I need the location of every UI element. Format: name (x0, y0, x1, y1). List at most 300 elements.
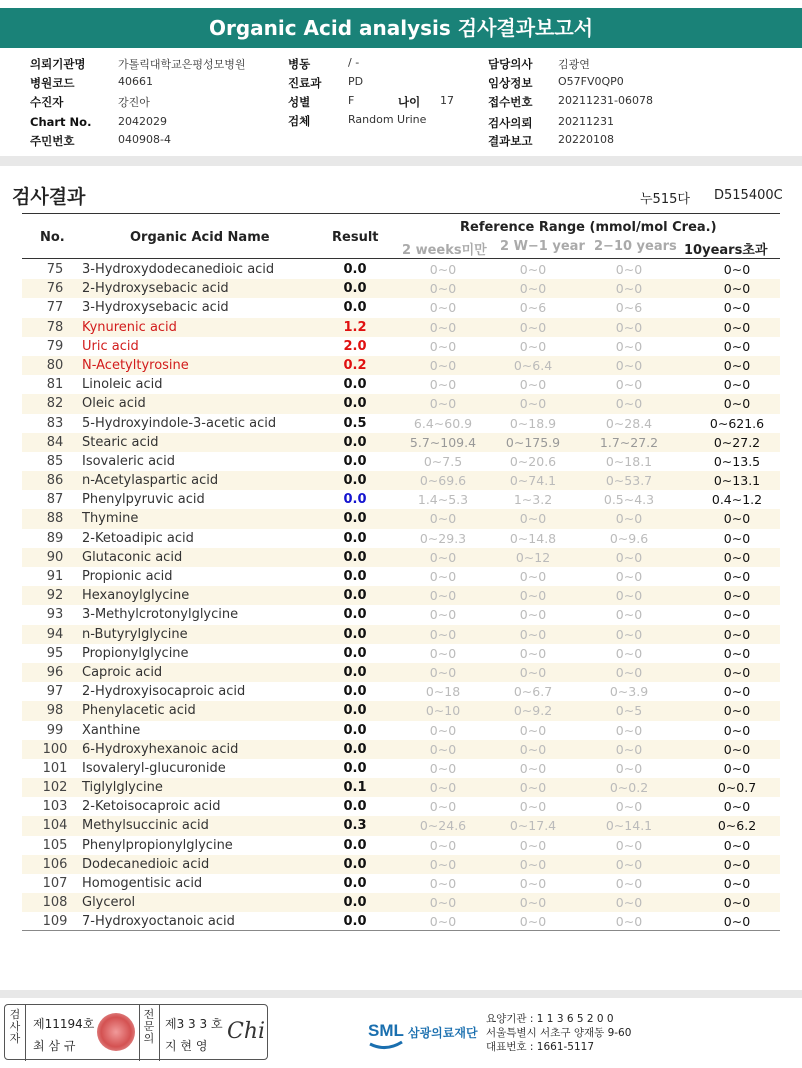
result-value: 1.2 (343, 319, 367, 335)
table-row (22, 433, 780, 452)
row-number: 108 (42, 895, 68, 911)
range-10y-plus: 0∼0 (723, 837, 751, 853)
acid-name: Xanthine (82, 722, 141, 738)
header-range-3: 2−10 years (594, 239, 677, 254)
row-number: 76 (46, 281, 64, 297)
range-2-weeks: 0∼0 (429, 895, 457, 911)
report-label: 결과보고 (488, 134, 533, 148)
result-value: 0.2 (343, 357, 367, 373)
range-2w-1y: 0∼175.9 (505, 434, 561, 450)
acid-name: 3-Hydroxysebacic acid (82, 300, 229, 316)
acid-name: Phenylacetic acid (82, 703, 196, 719)
range-10y-plus: 0.4∼1.2 (711, 492, 763, 508)
specialist-name: 지 현 영 (165, 1039, 208, 1053)
result-value: 0.0 (343, 607, 367, 623)
result-value: 0.0 (343, 626, 367, 642)
range-2w-1y: 0∼9.2 (513, 703, 553, 719)
range-2-weeks: 0∼0 (429, 799, 457, 815)
range-2w-1y: 0∼0 (519, 281, 547, 297)
range-10y-plus: 0∼0.7 (717, 780, 757, 796)
range-10y-plus: 0∼0 (723, 664, 751, 680)
patient-label: 수진자 (30, 95, 64, 109)
range-10y-plus: 0∼6.2 (717, 818, 757, 834)
row-number: 89 (46, 530, 64, 546)
row-number: 106 (42, 856, 68, 872)
row-number: 79 (46, 338, 64, 354)
acid-name: Propionic acid (82, 569, 173, 584)
range-2-10y: 0∼0 (615, 895, 643, 911)
range-2-weeks: 1.4∼5.3 (417, 492, 469, 508)
range-2w-1y: 0∼6 (519, 300, 547, 316)
acid-name: 3-Methylcrotonylglycine (82, 607, 239, 623)
table-row (22, 721, 780, 740)
row-number: 94 (46, 626, 64, 642)
table-row (22, 663, 780, 682)
receipt-label: 접수번호 (488, 95, 533, 109)
range-2w-1y: 0∼20.6 (509, 453, 557, 469)
range-10y-plus: 0∼0 (723, 895, 751, 911)
range-2-weeks: 0∼0 (429, 914, 457, 930)
seal-stamp (97, 1013, 135, 1051)
range-10y-plus: 0∼0 (723, 281, 751, 297)
header-range-2: 2 W−1 year (500, 239, 585, 254)
row-number: 98 (46, 703, 64, 719)
range-2-10y: 0∼0 (615, 569, 643, 584)
range-2-weeks: 0∼7.5 (423, 453, 463, 469)
range-2-weeks: 0∼18 (425, 684, 461, 700)
acid-name: Tiglylglycine (82, 780, 163, 796)
range-2-weeks: 0∼0 (429, 760, 457, 776)
result-table (22, 260, 780, 932)
range-2w-1y: 0∼0 (519, 588, 547, 604)
acid-name: 5-Hydroxyindole-3-acetic acid (82, 415, 277, 431)
acid-name: n-Acetylaspartic acid (82, 473, 219, 489)
range-10y-plus: 0∼0 (723, 357, 751, 373)
specimen-value: Random Urine (348, 113, 427, 126)
range-2-10y: 0∼0 (615, 396, 643, 412)
request-label: 검사의뢰 (488, 116, 533, 130)
result-value: 0.3 (343, 818, 367, 834)
doctor-label: 담당의사 (488, 57, 533, 71)
signature-box (4, 1004, 268, 1060)
result-value: 0.0 (343, 530, 367, 546)
range-2w-1y: 0∼0 (519, 837, 547, 853)
acid-name: Dodecanedioic acid (82, 856, 210, 872)
header-range-1: 2 weeks미만 (402, 243, 487, 258)
test-id: D515400C (714, 188, 783, 203)
row-number: 103 (42, 799, 68, 815)
acid-name: Isovaleric acid (82, 453, 176, 469)
acid-name: Oleic acid (82, 396, 146, 412)
table-row (22, 740, 780, 759)
result-value: 0.0 (343, 434, 367, 450)
dept-label: 진료과 (288, 76, 322, 90)
table-row (22, 874, 780, 893)
table-row (22, 567, 780, 586)
table-row (22, 260, 780, 279)
range-2-weeks: 0∼0 (429, 338, 457, 354)
range-2w-1y: 0∼6.4 (513, 357, 553, 373)
header-no: No. (40, 230, 65, 245)
range-2-10y: 0∼53.7 (605, 473, 653, 489)
range-10y-plus: 0∼0 (723, 396, 751, 412)
range-10y-plus: 0∼0 (723, 799, 751, 815)
result-value: 0.0 (343, 664, 367, 680)
result-value: 0.0 (343, 396, 367, 412)
result-value: 0.0 (343, 876, 367, 891)
range-2-weeks: 0∼0 (429, 837, 457, 853)
table-row (22, 701, 780, 720)
range-10y-plus: 0∼0 (723, 741, 751, 757)
range-2-weeks: 0∼0 (429, 645, 457, 661)
table-row (22, 548, 780, 567)
specimen-label: 검체 (288, 114, 311, 128)
sex-label: 성별 (288, 95, 311, 109)
range-10y-plus: 0∼0 (723, 645, 751, 661)
range-10y-plus: 0∼0 (723, 588, 751, 604)
range-2-weeks: 0∼0 (429, 511, 457, 527)
table-row (22, 509, 780, 528)
clinical-value: O57FV0QP0 (558, 75, 624, 88)
rrn-value: 040908-4 (118, 133, 171, 146)
table-row (22, 893, 780, 912)
code-value: 40661 (118, 75, 153, 88)
range-2w-1y: 0∼14.8 (509, 530, 557, 546)
sml-logo-icon (366, 1014, 406, 1050)
result-value: 0.0 (343, 588, 367, 604)
patient-info (30, 56, 790, 151)
hospital-label: 의뢰기관명 (30, 57, 86, 71)
range-10y-plus: 0∼0 (723, 760, 751, 776)
result-value: 0.0 (343, 684, 367, 700)
dept-value: PD (348, 75, 364, 88)
code-label: 병원코드 (30, 76, 75, 90)
row-number: 78 (46, 319, 64, 335)
specialist-license: 제3 3 3 호 (165, 1017, 223, 1031)
row-number: 90 (46, 549, 64, 565)
range-10y-plus: 0∼0 (723, 914, 751, 930)
table-row (22, 644, 780, 663)
tester-label: 검사자 (9, 1008, 21, 1045)
range-2w-1y: 0∼0 (519, 876, 547, 891)
range-10y-plus: 0∼621.6 (709, 415, 765, 431)
range-2-10y: 1.7∼27.2 (599, 434, 659, 450)
patient-value: 강진아 (118, 96, 150, 109)
range-2-10y: 0∼0 (615, 722, 643, 738)
result-value: 0.0 (343, 799, 367, 815)
row-number: 97 (46, 684, 64, 700)
acid-name: Propionylglycine (82, 645, 189, 661)
logo-text: SML (368, 1021, 404, 1040)
row-number: 96 (46, 664, 64, 680)
test-code: 누515다 (640, 192, 690, 207)
table-row (22, 912, 780, 931)
request-value: 20211231 (558, 115, 614, 128)
range-10y-plus: 0∼27.2 (713, 434, 761, 450)
lab-phone: 대표번호 : 1661-5117 (486, 1041, 595, 1053)
row-number: 107 (42, 876, 68, 891)
result-value: 0.0 (343, 895, 367, 911)
range-2-weeks: 0∼10 (425, 703, 461, 719)
range-2w-1y: 0∼0 (519, 741, 547, 757)
range-2-weeks: 0∼69.6 (419, 473, 467, 489)
row-number: 102 (42, 780, 68, 796)
range-2-weeks: 0∼0 (429, 357, 457, 373)
range-2w-1y: 1∼3.2 (513, 492, 553, 508)
sig-divider (25, 1005, 26, 1061)
range-2w-1y: 0∼74.1 (509, 473, 557, 489)
range-2-10y: 0∼0 (615, 856, 643, 872)
table-row (22, 471, 780, 490)
range-2-10y: 0∼0.2 (609, 780, 649, 796)
lab-code: 요양기관 : 1 1 3 6 5 2 0 0 (486, 1013, 614, 1025)
row-number: 99 (46, 722, 64, 738)
acid-name: Isovaleryl-glucuronide (82, 760, 226, 776)
range-2w-1y: 0∼0 (519, 799, 547, 815)
range-10y-plus: 0∼0 (723, 300, 751, 316)
hospital-value: 가톨릭대학교은평성모병원 (118, 58, 246, 71)
range-2-weeks: 0∼0 (429, 569, 457, 584)
range-2-weeks: 0∼24.6 (419, 818, 467, 834)
result-value: 0.0 (343, 377, 367, 393)
range-10y-plus: 0∼0 (723, 722, 751, 738)
row-number: 105 (42, 837, 68, 853)
range-2-10y: 0∼6 (615, 300, 643, 316)
table-row (22, 337, 780, 356)
range-2-weeks: 0∼0 (429, 262, 457, 277)
result-value: 0.5 (343, 415, 367, 431)
range-2-weeks: 0∼0 (429, 741, 457, 757)
range-2-weeks: 0∼0 (429, 876, 457, 891)
header-name: Organic Acid Name (130, 230, 270, 245)
range-2-10y: 0∼28.4 (605, 415, 653, 431)
table-row (22, 394, 780, 413)
acid-name: Phenylpyruvic acid (82, 492, 205, 508)
range-2w-1y: 0∼0 (519, 722, 547, 738)
table-row (22, 759, 780, 778)
row-number: 100 (42, 741, 68, 757)
acid-name: Linoleic acid (82, 377, 163, 393)
range-2w-1y: 0∼0 (519, 262, 547, 277)
row-number: 101 (42, 760, 68, 776)
sig-divider (139, 1005, 140, 1061)
range-2-weeks: 0∼29.3 (419, 530, 467, 546)
range-2-weeks: 0∼0 (429, 780, 457, 796)
row-number: 91 (46, 569, 64, 584)
range-2w-1y: 0∼18.9 (509, 415, 557, 431)
range-10y-plus: 0∼0 (723, 876, 751, 891)
age-value: 17 (440, 94, 454, 107)
range-2-weeks: 0∼0 (429, 300, 457, 316)
report-value: 20220108 (558, 133, 614, 146)
acid-name: Phenylpropionylglycine (82, 837, 233, 853)
range-2-10y: 0∼18.1 (605, 453, 653, 469)
table-row (22, 816, 780, 835)
result-value: 0.0 (343, 473, 367, 489)
acid-name: 2-Ketoadipic acid (82, 530, 194, 546)
range-2w-1y: 0∼0 (519, 664, 547, 680)
receipt-value: 20211231-06078 (558, 94, 653, 107)
range-2-weeks: 0∼0 (429, 626, 457, 642)
row-number: 109 (42, 914, 68, 930)
range-2w-1y: 0∼0 (519, 569, 547, 584)
result-value: 0.0 (343, 549, 367, 565)
result-value: 0.0 (343, 703, 367, 719)
range-2-10y: 0∼0 (615, 799, 643, 815)
range-2-10y: 0∼9.6 (609, 530, 649, 546)
row-number: 84 (46, 434, 64, 450)
range-10y-plus: 0∼0 (723, 856, 751, 872)
result-value: 0.0 (343, 492, 367, 508)
row-number: 88 (46, 511, 64, 527)
table-row (22, 318, 780, 337)
range-10y-plus: 0∼0 (723, 684, 751, 700)
acid-name: Stearic acid (82, 434, 159, 450)
result-value: 0.0 (343, 722, 367, 738)
acid-name: 2-Ketoisocaproic acid (82, 799, 221, 815)
range-2-weeks: 0∼0 (429, 549, 457, 565)
range-10y-plus: 0∼13.5 (713, 453, 761, 469)
range-2-10y: 0∼0 (615, 876, 643, 891)
range-2-10y: 0∼0 (615, 338, 643, 354)
result-value: 0.1 (343, 780, 367, 796)
range-2-10y: 0∼0 (615, 357, 643, 373)
range-10y-plus: 0∼0 (723, 569, 751, 584)
header-range-4: 10years초과 (684, 243, 768, 258)
acid-name: 3-Hydroxydodecanedioic acid (82, 262, 275, 277)
header-reference: Reference Range (mmol/mol Crea.) (460, 220, 717, 235)
acid-name: 2-Hydroxysebacic acid (82, 281, 229, 297)
range-2-weeks: 0∼0 (429, 856, 457, 872)
result-value: 0.0 (343, 281, 367, 297)
table-row (22, 778, 780, 797)
handwritten-signature: Chi (227, 1019, 266, 1044)
ward-label: 병동 (288, 57, 311, 71)
range-10y-plus: 0∼0 (723, 377, 751, 393)
acid-name: n-Butyrylglycine (82, 626, 188, 642)
row-number: 93 (46, 607, 64, 623)
divider-bar (0, 156, 802, 166)
range-2w-1y: 0∼0 (519, 377, 547, 393)
result-value: 0.0 (343, 760, 367, 776)
range-2-weeks: 0∼0 (429, 722, 457, 738)
result-value: 0.0 (343, 741, 367, 757)
range-10y-plus: 0∼0 (723, 703, 751, 719)
table-row (22, 797, 780, 816)
acid-name: 7-Hydroxyoctanoic acid (82, 914, 235, 930)
acid-name: Uric acid (82, 338, 139, 354)
table-row (22, 375, 780, 394)
acid-name: N-Acetyltyrosine (82, 357, 189, 373)
tester-license: 제11194호 (33, 1017, 95, 1031)
range-2-10y: 0∼3.9 (609, 684, 649, 700)
result-value: 0.0 (343, 645, 367, 661)
range-2w-1y: 0∼0 (519, 780, 547, 796)
range-2-10y: 0∼0 (615, 914, 643, 930)
table-row (22, 836, 780, 855)
range-2w-1y: 0∼6.7 (513, 684, 553, 700)
range-2-10y: 0∼0 (615, 741, 643, 757)
range-2-weeks: 0∼0 (429, 607, 457, 623)
result-value: 0.0 (343, 914, 367, 930)
table-row (22, 490, 780, 509)
range-2-10y: 0∼5 (615, 703, 643, 719)
range-10y-plus: 0∼0 (723, 607, 751, 623)
range-10y-plus: 0∼0 (723, 262, 751, 277)
row-number: 83 (46, 415, 64, 431)
range-2-weeks: 5.7∼109.4 (409, 434, 477, 450)
range-2-10y: 0∼0 (615, 607, 643, 623)
table-row (22, 682, 780, 701)
range-2-10y: 0∼0 (615, 377, 643, 393)
sig-divider (159, 1005, 160, 1061)
range-2-10y: 0∼0 (615, 511, 643, 527)
clinical-label: 임상정보 (488, 76, 533, 90)
range-2-10y: 0∼0 (615, 262, 643, 277)
range-10y-plus: 0∼0 (723, 511, 751, 527)
range-2-10y: 0∼14.1 (605, 818, 653, 834)
row-number: 95 (46, 645, 64, 661)
age-label: 나이 (398, 95, 421, 109)
tester-name: 최 삼 규 (33, 1039, 76, 1053)
doctor-value: 김광연 (558, 58, 590, 71)
range-2-10y: 0∼0 (615, 281, 643, 297)
range-2w-1y: 0∼0 (519, 626, 547, 642)
range-2w-1y: 0∼0 (519, 856, 547, 872)
table-row (22, 414, 780, 433)
row-number: 85 (46, 453, 64, 469)
range-2w-1y: 0∼17.4 (509, 818, 557, 834)
row-number: 92 (46, 588, 64, 604)
result-value: 0.0 (343, 856, 367, 872)
range-2w-1y: 0∼0 (519, 914, 547, 930)
range-2-weeks: 0∼0 (429, 377, 457, 393)
acid-name: 6-Hydroxyhexanoic acid (82, 741, 239, 757)
table-row (22, 625, 780, 644)
result-value: 0.0 (343, 262, 367, 277)
range-2-10y: 0∼0 (615, 645, 643, 661)
acid-name: Methylsuccinic acid (82, 818, 209, 834)
result-value: 2.0 (343, 338, 367, 354)
range-2-10y: 0∼0 (615, 760, 643, 776)
row-number: 77 (46, 300, 64, 316)
acid-name: Caproic acid (82, 664, 163, 680)
result-value: 0.0 (343, 837, 367, 853)
lab-info (486, 1012, 631, 1054)
table-row (22, 452, 780, 471)
section-title: 검사결과 (12, 186, 86, 208)
range-2w-1y: 0∼0 (519, 760, 547, 776)
report-title: Organic Acid analysis 검사결과보고서 (0, 8, 802, 48)
row-number: 104 (42, 818, 68, 834)
range-2-weeks: 6.4∼60.9 (413, 415, 473, 431)
acid-name: Hexanoylglycine (82, 588, 190, 604)
org-name: 삼광의료재단 (408, 1026, 478, 1040)
range-2w-1y: 0∼0 (519, 511, 547, 527)
range-2-weeks: 0∼0 (429, 319, 457, 335)
range-2w-1y: 0∼0 (519, 319, 547, 335)
range-2w-1y: 0∼0 (519, 645, 547, 661)
range-2-weeks: 0∼0 (429, 664, 457, 680)
result-value: 0.0 (343, 569, 367, 584)
result-value: 0.0 (343, 511, 367, 527)
range-10y-plus: 0∼0 (723, 530, 751, 546)
result-value: 0.0 (343, 300, 367, 316)
row-number: 75 (46, 262, 64, 277)
range-2w-1y: 0∼12 (515, 549, 551, 565)
table-row (22, 279, 780, 298)
table-row (22, 298, 780, 317)
